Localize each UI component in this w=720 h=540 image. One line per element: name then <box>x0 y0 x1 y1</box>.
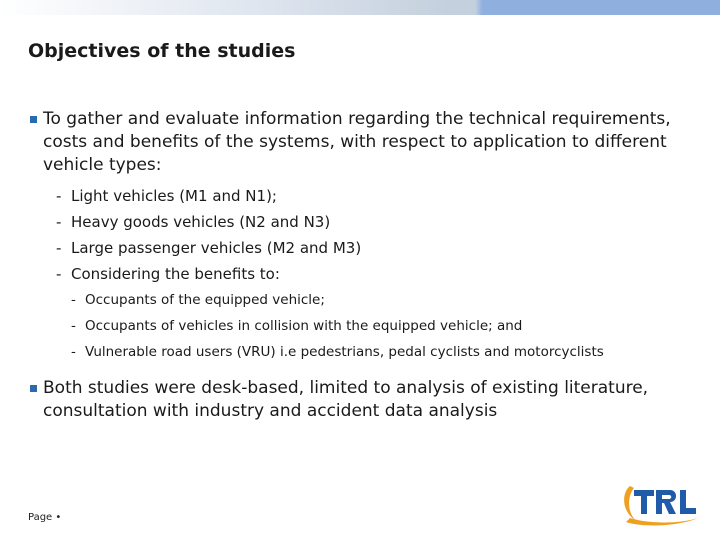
dash-icon: - <box>71 292 76 308</box>
header-bar <box>0 0 720 15</box>
logo-underline <box>626 518 698 525</box>
sub-item-text: Considering the benefits to: <box>71 265 280 283</box>
sub-item <box>56 183 700 209</box>
dash-icon: - <box>71 318 76 334</box>
dash-icon: - <box>56 187 62 205</box>
subsub-item-text: Occupants of the equipped vehicle; <box>85 292 325 308</box>
logo-letters <box>634 490 696 514</box>
subsub-item <box>71 339 700 365</box>
trl-logo <box>620 482 702 526</box>
dash-icon: - <box>71 344 76 360</box>
sub-item-text: Heavy goods vehicles (N2 and N3) <box>71 213 331 231</box>
dash-icon: - <box>56 239 62 257</box>
subsub-item <box>71 287 700 313</box>
subsub-item-text: Vulnerable road users (VRU) i.e pedestrians, pedal cyclists and motorcyclists <box>85 344 604 360</box>
sub-item-text: Light vehicles (M1 and N1); <box>71 187 277 205</box>
subsub-item-text: Occupants of vehicles in collision with the equipped vehicle; and <box>85 318 523 334</box>
page-footer <box>28 512 61 523</box>
bullet-item <box>30 108 700 365</box>
sub-item <box>56 209 700 235</box>
dash-icon: - <box>56 265 62 283</box>
subsub-list <box>71 287 700 365</box>
bullet-item <box>30 377 700 423</box>
dash-icon: - <box>56 213 62 231</box>
slide-content <box>30 108 700 423</box>
sub-item <box>56 235 700 261</box>
sub-list <box>56 183 700 365</box>
bullet-text: To gather and evaluate information regarding the technical requirements, costs and benefits of the systems, with respect to application to different vehicle types: <box>43 109 671 175</box>
square-bullet-icon <box>30 116 37 123</box>
sub-item-text: Large passenger vehicles (M2 and M3) <box>71 239 362 257</box>
slide-title: Objectives of the studies <box>28 40 296 62</box>
bullet-text: Both studies were desk-based, limited to analysis of existing literature, consultation with industry and accident data analysis <box>43 378 649 421</box>
subsub-item <box>71 313 700 339</box>
page-number: • <box>55 512 62 523</box>
sub-item <box>56 261 700 365</box>
page-label: Page <box>28 512 53 523</box>
square-bullet-icon <box>30 385 37 392</box>
